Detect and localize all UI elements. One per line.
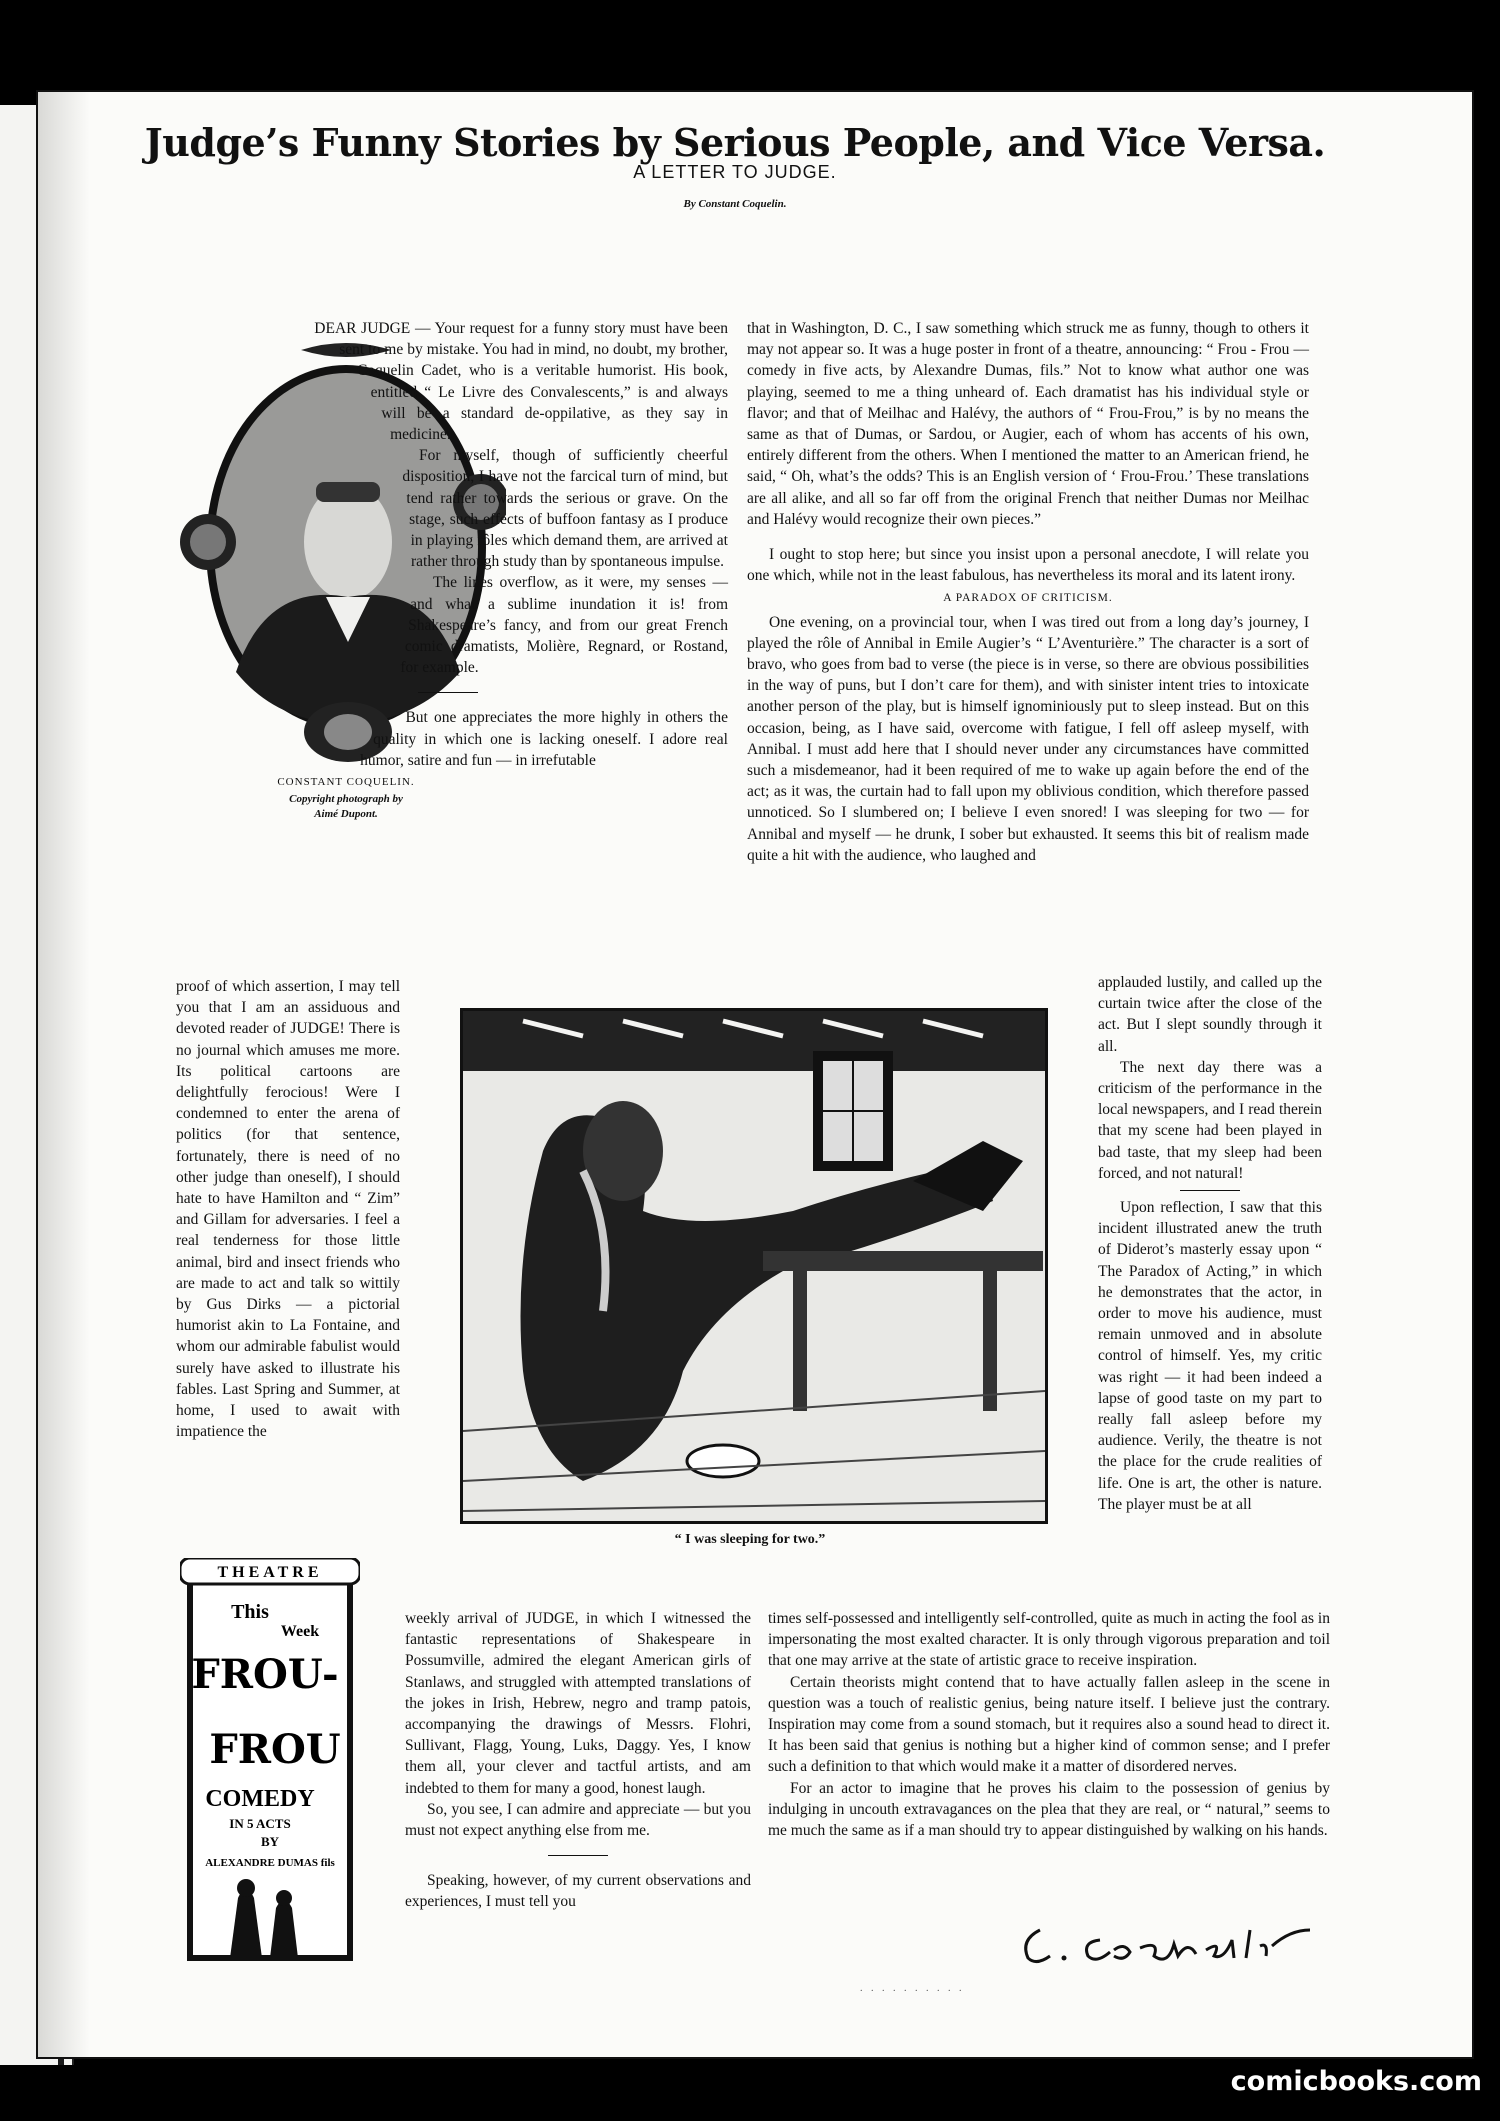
illustration-caption: “ I was sleeping for two.” (674, 1532, 826, 1547)
poster-line: FROU (209, 1726, 341, 1773)
article-column-3 (747, 318, 1309, 866)
article-paragraph: that in Washington, D. C., I saw something which struck me as funny, though to others it may not appear so. It was a huge poster in front of a theatre, announcing: “ Frou - Frou — comedy in five acts, by Alexandre Dumas, fils.” Not to know what author one was playing, seemed to me a thing unheard of. Each dramatist has his individual style or flavor; and that of Meilhac and Halévy, the authors of “ Frou-Frou,” is by no means the same as that of Dumas, or Sardou, or Augier, each of whom has accents of his own, entirely different from the others. When I mentioned the matter to an American friend, he said, “ Oh, what’s the odds? This is an English version of ‘ Frou-Frou.’ These translations are all alike, and all so far off from the original French that neither Dumas nor Meilhac and Halévy would recognize their own pieces.” (747, 320, 1309, 528)
article-column-4 (1098, 972, 1322, 1515)
handwritten-signature (1010, 1900, 1330, 1980)
article-column-1-lower (176, 976, 400, 1442)
article-paragraph: times self-possessed and intelligently self-controlled, quite as much in acting the fool as in impersonating the most exalted character. It is only through vigorous preparation and toil that one may arrive at the state of artistic grace to receive inspiration. (768, 1610, 1330, 1670)
byline: By Constant Coquelin. (683, 198, 787, 210)
watermark: comicbooks.com (1230, 2066, 1482, 2097)
decorative-dots: . . . . . . . . . . (860, 1983, 965, 1994)
article-paragraph: Certain theorists might contend that to have actually fallen asleep in the scene in question was a touch of realistic genius, being nature itself. I believe just the contrary. Inspiration may come from a sound stomach, but it requires also a sound head to direct it. It has been said that genius is nothing but a higher kind of common sense; and I prefer such a definition to that which would make it a matter of disordered nerves. (768, 1673, 1330, 1776)
poster-line: COMEDY (205, 1786, 315, 1812)
section-subhead: A PARADOX OF CRITICISM. (943, 592, 1113, 605)
article-paragraph: Upon reflection, I saw that this incident illustrated anew the truth of Diderot’s masterly essay upon “ The Paradox of Acting,” in which he demonstrates that the actor, in order to move his audience, must remain unmoved and in absolute control of himself. Yes, my critic was right — it had been indeed a lapse of good taste on my part to really fall asleep before my audience. Verily, the theatre is not the place for the crude realities of life. One is art, the other is nature. The player must be at all (1098, 1199, 1322, 1513)
article-paragraph: The next day there was a criticism of the performance in the local newspapers, and I read therein that my scene had been played in bad taste, that my sleep had been forced, and not natural! (1098, 1058, 1322, 1182)
article-paragraph: DEAR JUDGE — Your request for a funny story must have been sent to me by mistake. You had in mind, no doubt, my brother, Coquelin Cadet, who is a veritable humorist. His book, entitled “ Le Livre des Convalescents,” is and always will be a standard de-oppilative, as they say in medicine. (314, 320, 728, 444)
article-paragraph: One evening, on a provincial tour, when I was tired out from a long day’s journey, I played the rôle of Annibal in Emile Augier’s “ L’Aventurière.” The character is a sort of bravo, who goes from bad to verse (the piece is in verse, so there are obvious possibilities in the way of puns, but I don’t care for them), and with sinister intent tries to intoxicate another person of the play, but is himself ignominiously put to sleep instead. But on this occasion, being, as I have said, overcome with fatigue, I fell off asleep myself, with Annibal. I must add here that I should never under any circumstances have committed such a misdemeanor, had it been required of me to wake up again before the end of the act; as it was, the curtain had to fall upon my oblivious condition, which therefore passed unnoticed. So I slumbered on; I believe I even snored! I was sleeping for two — for Annibal and myself — he drunk, I sober but exhausted. It seems this bit of realism made quite a hit with the audience, who laughed and (747, 613, 1309, 864)
poster-line: BY (260, 1834, 280, 1849)
article-column-1 (168, 318, 728, 818)
article-paragraph: I ought to stop here; but since you insist upon a personal anecdote, I will relate you one which, while not in the least fabulous, has nevertheless its moral and its latent irony. (747, 546, 1309, 585)
article-column-5 (768, 1608, 1330, 1841)
article-paragraph: Speaking, however, of my current observations and experiences, I must tell you (405, 1872, 751, 1911)
illustration-sleeping-actor (460, 1008, 1048, 1524)
article-paragraph: weekly arrival of JUDGE, in which I witnessed the fantastic representations of Shakespeare in Possumville, admired the elegant American girls of Stanlaws, and struggled with attempted translations of the jokes in Irish, Hebrew, negro and tramp patois, accompanying the drawings of Messrs. Flohri, Sullivant, Flagg, Young, Luks, Daggy. Yes, I know them all, your clever and tactful artists, and am indebted to them for many a good, honest laugh. (405, 1610, 751, 1797)
article-paragraph: So, you see, I can admire and appreciate — but you must not expect anything else from me. (405, 1800, 751, 1840)
article-subtitle: A LETTER TO JUDGE. (633, 162, 837, 182)
page-title: Judge’s Funny Stories by Serious People, and Vice Versa. (144, 120, 1326, 165)
article-paragraph: For myself, though of sufficiently cheerful disposition, I have not the farcical turn of mind, but tend rather towards the serious or grave. On the stage, such effects of buffoon fantasy as I produce in playing rôles which demand them, are arrived at rather through study than by spontaneous impulse. (402, 447, 728, 571)
article-column-2 (405, 1608, 751, 1913)
portrait-caption-name: CONSTANT COQUELIN. (277, 776, 415, 788)
article-paragraph: For an actor to imagine that he proves his claim to the possession of genius by indulging in uncouth extravagances on the plea that they are real, or “ natural,” seems to me much the same as if a man should try to appear distinguished by walking on his hands. (768, 1779, 1330, 1840)
article-paragraph: But one appreciates the more highly in others the quality in which one is lacking oneself. I adore real humor, satire and fun — in irrefutable (360, 709, 728, 769)
poster-line: This (231, 1601, 269, 1623)
poster-line: FROU- (191, 1651, 339, 1698)
poster-theatre: THEATRE (217, 1564, 323, 1581)
portrait-caption-credit: Copyright photograph by Aimé Dupont. (289, 793, 403, 820)
article-paragraph: proof of which assertion, I may tell you that I am an assiduous and devoted reader of JUDGE! There is no journal which amuses me more. Its political cartoons are delightfully ferocious! Were I condemned to enter the arena of politics (for that sentence, fortunately, there is need of no other judge than oneself), I should hate to have Hamilton and “ Zim” and Gillam for adversaries. I feel a real tenderness for those little animal, bird and insect friends who are made to act and talk so wittily by Gus Dirks — a pictorial humorist akin to La Fontaine, and whom our admirable fabulist would surely have asked to illustrate his fables. Last Spring and Summer, at home, I used to await with impatience the (176, 978, 400, 1441)
poster-line: Week (280, 1623, 320, 1640)
poster-line: ALEXANDRE DUMAS fils (205, 1857, 335, 1869)
article-paragraph: The lines overflow, as it were, my senses — and what a sublime inundation it is! from Shakespeare’s fancy, and from our great French comic dramatists, Molière, Regnard, or Rostand, for example. (400, 574, 728, 677)
poster-line: IN 5 ACTS (229, 1816, 291, 1831)
article-paragraph: applauded lustily, and called up the curtain twice after the close of the act. But I slept soundly through it all. (1098, 974, 1322, 1055)
theatre-poster (180, 1558, 360, 1970)
